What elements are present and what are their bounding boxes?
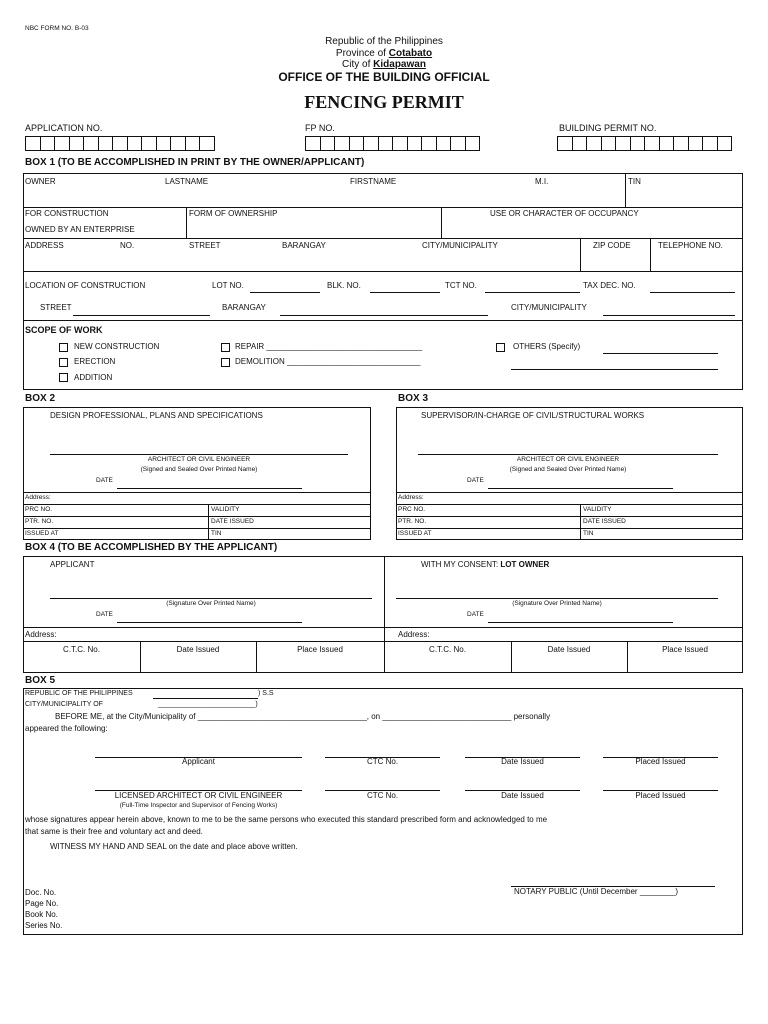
witness-text: WITNESS MY HAND AND SEAL on the date and place above written. xyxy=(50,842,298,851)
form-of-ownership-label: FORM OF OWNERSHIP xyxy=(189,209,278,218)
lot-owner-date-issued-label: Date Issued xyxy=(547,645,591,654)
telephone-label: TELEPHONE NO. xyxy=(658,241,723,250)
republic-line: Republic of the Philippines xyxy=(325,36,443,47)
applicant-place-issued-label: Place Issued xyxy=(297,645,343,654)
box3-ptr-label: PTR. NO. xyxy=(398,518,427,525)
location-label: LOCATION OF CONSTRUCTION xyxy=(25,281,146,290)
ss-label: ) S.S xyxy=(258,690,274,697)
before-me-text: BEFORE ME, at the City/Municipality of ______________________________________, on _____________________________ personally xyxy=(55,712,551,721)
box3-label: BOX 3 xyxy=(398,393,429,404)
scope-of-work-label: SCOPE OF WORK xyxy=(25,325,103,335)
mi-label: M.I. xyxy=(535,177,549,186)
office-title: OFFICE OF THE BUILDING OFFICIAL xyxy=(278,70,490,84)
free-act-text: that same is their free and voluntary act and deed. xyxy=(25,827,203,836)
box5 xyxy=(23,688,743,935)
box2-address-label: Address: xyxy=(25,494,51,501)
erection-checkbox[interactable] xyxy=(59,358,68,367)
notary-ctc-label-1: CTC No. xyxy=(366,757,399,766)
box2-signed: (Signed and Sealed Over Printed Name) xyxy=(140,466,258,473)
consent-label xyxy=(421,561,549,569)
repair-checkbox[interactable] xyxy=(221,343,230,352)
location-street-label: STREET xyxy=(40,303,72,312)
doc-no-label: Doc. No. xyxy=(25,888,57,897)
address-city-label: CITY/MUNICIPALITY xyxy=(422,241,498,250)
others-checkbox[interactable] xyxy=(496,343,505,352)
lot-no-label: LOT NO. xyxy=(212,281,244,290)
new-construction-label: NEW CONSTRUCTION xyxy=(74,342,160,351)
box3-title: SUPERVISOR/IN-CHARGE OF CIVIL/STRUCTURAL WORKS xyxy=(421,411,645,420)
box3-prc-label: PRC NO. xyxy=(398,506,426,513)
box2-date-issued-label: DATE ISSUED xyxy=(211,518,254,525)
address-barangay-label: BARANGAY xyxy=(282,241,326,250)
box4 xyxy=(23,556,743,673)
whose-signatures-text: whose signatures appear herein above, known to me to be the same persons who executed this standard prescribed form and acknowledged to me xyxy=(25,815,548,824)
box2-prc-label: PRC NO. xyxy=(25,506,53,513)
box2 xyxy=(23,407,371,540)
republic-ph-label: REPUBLIC OF THE PHILIPPINES xyxy=(25,690,133,697)
new-construction-checkbox[interactable] xyxy=(59,343,68,352)
notary-applicant-label: Applicant xyxy=(182,757,215,766)
lot-owner-ctc-label: C.T.C. No. xyxy=(429,645,466,654)
notary-ctc-label-2: CTC No. xyxy=(366,791,399,800)
location-barangay-label: BARANGAY xyxy=(222,303,266,312)
demolition-label: DEMOLITION ______________________________ xyxy=(235,357,421,366)
applicant-signature-caption: (Signature Over Printed Name) xyxy=(166,600,256,607)
box3-address-label: Address: xyxy=(398,494,424,501)
box3 xyxy=(396,407,743,540)
consent-owner: LOT OWNER xyxy=(500,560,550,569)
box2-title: DESIGN PROFESSIONAL, PLANS AND SPECIFICATIONS xyxy=(50,411,263,420)
notary-date-issued-label-2: Date Issued xyxy=(501,791,544,800)
tct-no-label: TCT NO. xyxy=(445,281,477,290)
box4-title: BOX 4 (TO BE ACCOMPLISHED BY THE APPLICANT) xyxy=(25,542,278,553)
box2-role: ARCHITECT OR CIVIL ENGINEER xyxy=(147,456,251,463)
box3-validity-label: VALIDITY xyxy=(583,506,612,513)
owner-label: OWNER xyxy=(25,177,56,186)
applicant-address-label: Address: xyxy=(25,630,57,639)
page-title: FENCING PERMIT xyxy=(304,92,464,112)
lastname-label: LASTNAME xyxy=(165,177,209,186)
notary-placed-issued-label-2: Placed Issued xyxy=(635,791,686,800)
city-prefix: City of xyxy=(342,59,371,70)
notary-licensed-label: LICENSED ARCHITECT OR CIVIL ENGINEER xyxy=(114,791,283,800)
box2-validity-label: VALIDITY xyxy=(211,506,240,513)
notary-date-issued-label-1: Date Issued xyxy=(501,757,544,766)
box1-title: BOX 1 (TO BE ACCOMPLISHED IN PRINT BY THE OWNER/APPLICANT) xyxy=(25,157,365,168)
form-number: NBC FORM NO. B-03 xyxy=(25,25,89,32)
applicant-label: APPLICANT xyxy=(50,560,95,569)
demolition-checkbox[interactable] xyxy=(221,358,230,367)
lot-owner-address-label: Address: xyxy=(398,630,430,639)
box3-issued-at-label: ISSUED AT xyxy=(398,530,432,537)
city-of-label: CITY/MUNICIPALITY OF xyxy=(25,701,103,708)
zip-code-label: ZIP CODE xyxy=(593,241,631,250)
addition-checkbox[interactable] xyxy=(59,373,68,382)
erection-label: ERECTION xyxy=(74,357,116,366)
appeared-text: appeared the following: xyxy=(25,724,108,733)
box2-label: BOX 2 xyxy=(25,393,56,404)
for-construction-label: FOR CONSTRUCTION xyxy=(25,209,109,218)
application-no-field[interactable] xyxy=(25,136,214,151)
repair-label: REPAIR ___________________________________ xyxy=(235,342,423,351)
addition-label: ADDITION xyxy=(74,373,113,382)
box3-date-label: DATE xyxy=(467,477,484,484)
tax-dec-label: TAX DEC. NO. xyxy=(583,281,636,290)
box3-date-issued-label: DATE ISSUED xyxy=(583,518,626,525)
box3-signed: (Signed and Sealed Over Printed Name) xyxy=(509,466,627,473)
province-line xyxy=(234,49,534,59)
box5-label: BOX 5 xyxy=(25,675,56,686)
city-line xyxy=(234,60,534,70)
others-label: OTHERS (Specify) xyxy=(513,342,581,351)
box3-role: ARCHITECT OR CIVIL ENGINEER xyxy=(516,456,620,463)
lot-owner-signature-caption: (Signature Over Printed Name) xyxy=(512,600,602,607)
box2-issued-at-label: ISSUED AT xyxy=(25,530,59,537)
location-city-label: CITY/MUNICIPALITY xyxy=(511,303,587,312)
applicant-date-issued-label: Date Issued xyxy=(176,645,220,654)
application-no-label: APPLICATION NO. xyxy=(25,123,103,133)
address-street-label: STREET xyxy=(189,241,221,250)
box3-tin-label: TIN xyxy=(583,530,594,537)
fp-no-label: FP NO. xyxy=(305,123,335,133)
page-no-label: Page No. xyxy=(25,899,59,908)
notary-placed-issued-label-1: Placed Issued xyxy=(635,757,686,766)
lot-owner-place-issued-label: Place Issued xyxy=(662,645,708,654)
owned-by-enterprise-label: OWNED BY AN ENTERPRISE xyxy=(25,225,135,234)
province-prefix: Province of xyxy=(335,48,386,59)
applicant-date-label: DATE xyxy=(96,611,113,618)
box2-date-label: DATE xyxy=(96,477,113,484)
notary-licensed-sub: (Full-Time Inspector and Supervisor of Fencing Works) xyxy=(119,802,278,809)
address-no-label: NO. xyxy=(120,241,135,250)
notary-public-label: NOTARY PUBLIC (Until December ________) xyxy=(514,887,679,896)
box2-ptr-label: PTR. NO. xyxy=(25,518,54,525)
applicant-ctc-label: C.T.C. No. xyxy=(63,645,100,654)
book-no-label: Book No. xyxy=(25,910,58,919)
building-permit-no-field[interactable] xyxy=(557,136,731,151)
lot-owner-date-label: DATE xyxy=(467,611,484,618)
consent-prefix: WITH MY CONSENT: xyxy=(421,560,499,569)
fp-no-field[interactable] xyxy=(305,136,479,151)
use-character-label: USE OR CHARACTER OF OCCUPANCY xyxy=(490,209,639,218)
address-label: ADDRESS xyxy=(25,241,64,250)
box2-tin-label: TIN xyxy=(211,530,222,537)
series-no-label: Series No. xyxy=(25,921,63,930)
building-permit-no-label: BUILDING PERMIT NO. xyxy=(559,123,657,133)
owner-tin-label: TIN xyxy=(628,177,641,186)
city-name: Kidapawan xyxy=(373,59,426,70)
province-name: Cotabato xyxy=(388,48,433,59)
firstname-label: FIRSTNAME xyxy=(350,177,397,186)
city-of-blank: _________________________) xyxy=(158,701,258,708)
blk-no-label: BLK. NO. xyxy=(327,281,361,290)
